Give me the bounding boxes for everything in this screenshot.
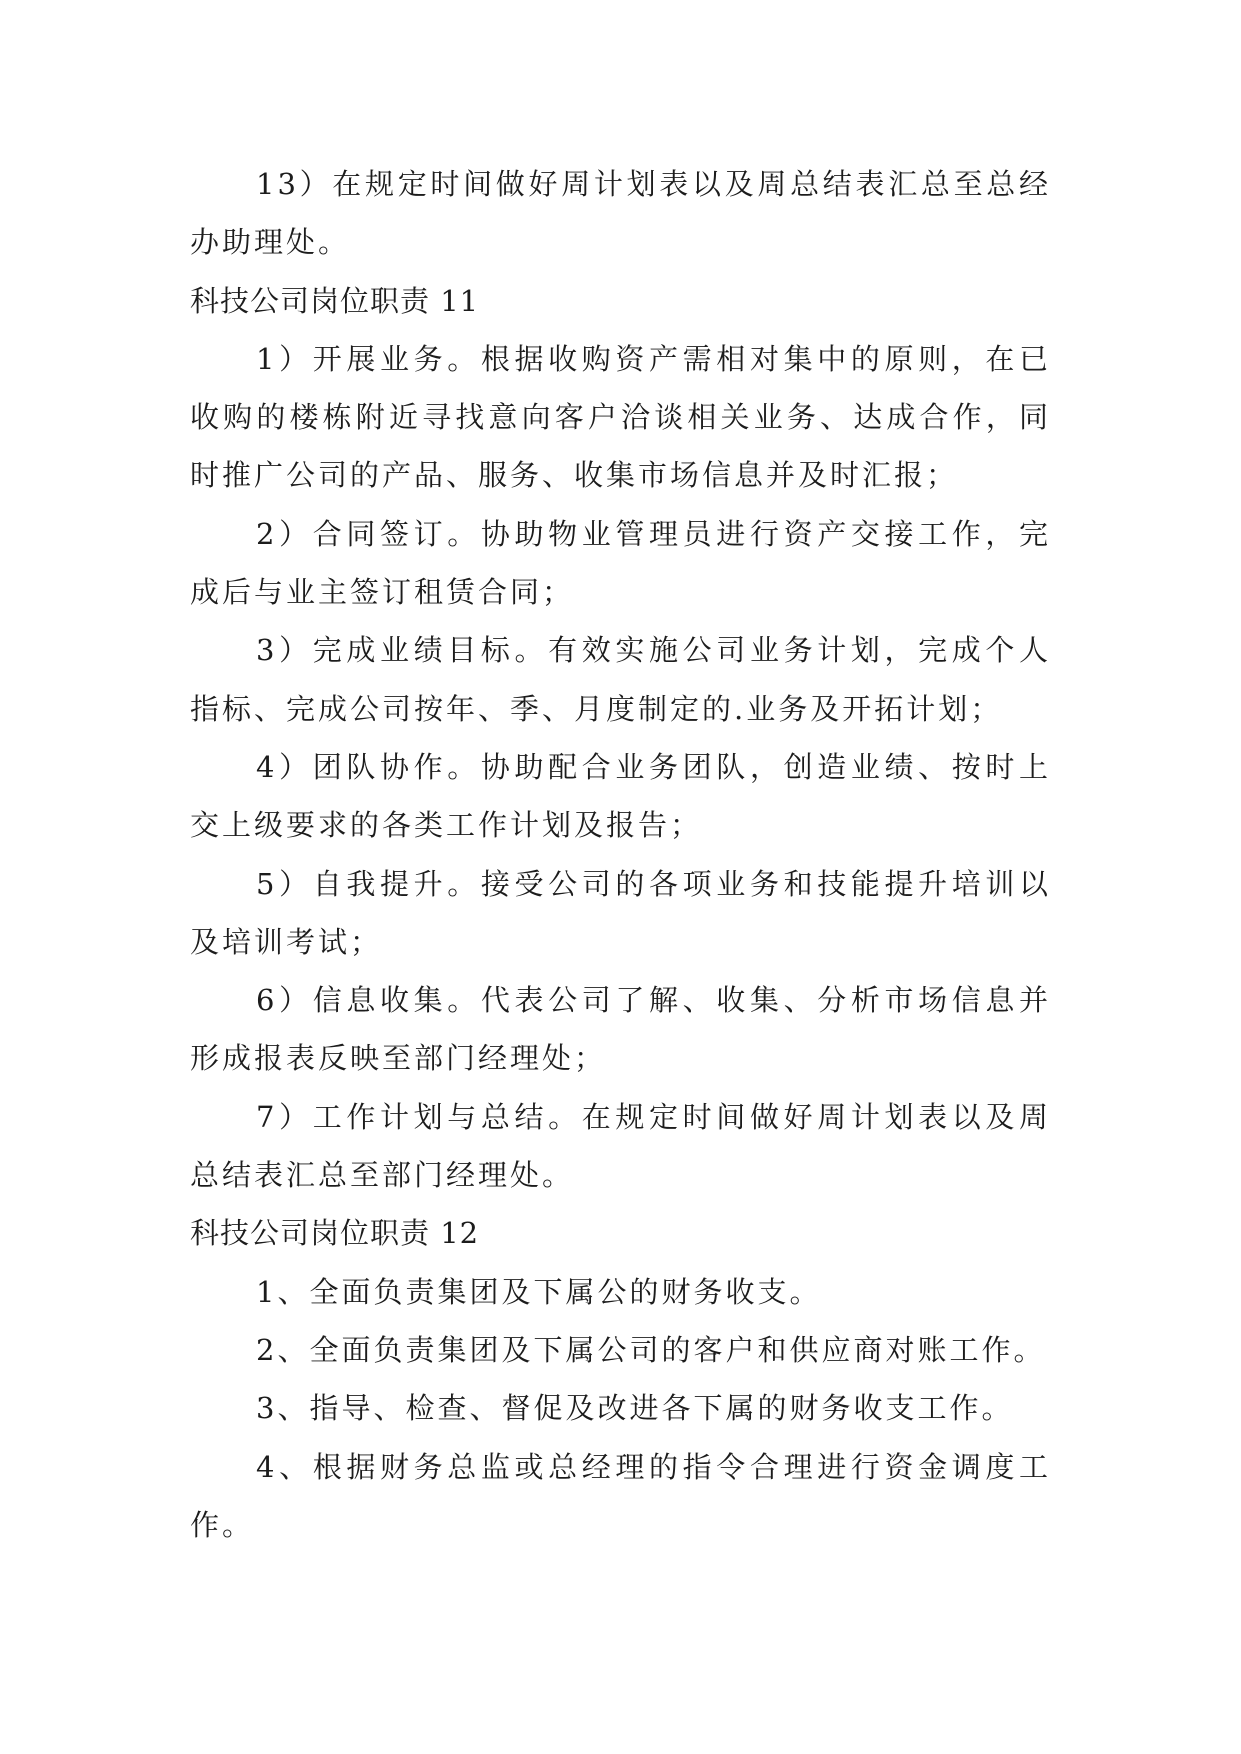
paragraph-line: 成后与业主签订租赁合同； — [190, 575, 575, 610]
paragraph — [190, 738, 1051, 855]
paragraph-line: 7）工作计划与总结。在规定时间做好周计划表以及周 — [256, 1099, 1051, 1134]
paragraph-line: 3）完成业绩目标。有效实施公司业务计划，完成个人 — [256, 633, 1051, 668]
paragraph-line: 及培训考试； — [190, 924, 383, 959]
paragraph — [190, 971, 1051, 1088]
paragraph — [190, 505, 1051, 622]
paragraph-line: 2）合同签订。协助物业管理员进行资产交接工作，完 — [256, 516, 1051, 551]
document-body — [190, 155, 1051, 1554]
paragraph — [190, 855, 1051, 972]
paragraph-line: 总结表汇总至部门经理处。 — [190, 1158, 575, 1193]
paragraph-line: 收购的楼栋附近寻找意向客户洽谈相关业务、达成合作，同 — [190, 400, 1051, 435]
paragraph — [190, 1263, 1051, 1321]
paragraph-line: 办助理处。 — [190, 225, 351, 260]
paragraph — [190, 330, 1051, 505]
paragraph-line: 5）自我提升。接受公司的各项业务和技能提升培训以 — [256, 866, 1051, 901]
section-heading: 科技公司岗位职责 11 — [190, 283, 480, 318]
paragraph — [190, 1088, 1051, 1205]
paragraph-line: 3、指导、检查、督促及改进各下属的财务收支工作。 — [256, 1391, 1014, 1426]
paragraph — [190, 621, 1051, 738]
paragraph-line: 4、根据财务总监或总经理的指令合理进行资金调度工 — [256, 1449, 1051, 1484]
paragraph — [190, 155, 1051, 272]
paragraph-line: 2、全面负责集团及下属公司的客户和供应商对账工作。 — [256, 1332, 1046, 1367]
paragraph-line: 交上级要求的各类工作计划及报告； — [190, 808, 703, 843]
paragraph-line: 形成报表反映至部门经理处； — [190, 1041, 607, 1076]
paragraph-line: 6）信息收集。代表公司了解、收集、分析市场信息并 — [256, 983, 1051, 1018]
paragraph-line: 1、全面负责集团及下属公的财务收支。 — [256, 1274, 822, 1309]
paragraph — [190, 1438, 1051, 1555]
paragraph-line: 4）团队协作。协助配合业务团队，创造业绩、按时上 — [256, 749, 1051, 784]
paragraph — [190, 1379, 1051, 1437]
paragraph-line: 作。 — [190, 1507, 255, 1542]
paragraph-line: 13）在规定时间做好周计划表以及周总结表汇总至总经 — [256, 167, 1051, 201]
paragraph — [190, 1321, 1051, 1379]
section-heading: 科技公司岗位职责 12 — [190, 1216, 480, 1251]
paragraph-line: 1）开展业务。根据收购资产需相对集中的原则，在已 — [256, 341, 1051, 376]
paragraph-line: 指标、完成公司按年、季、月度制定的.业务及开拓计划； — [190, 691, 1003, 726]
paragraph-line: 时推广公司的产品、服务、收集市场信息并及时汇报； — [190, 458, 959, 493]
